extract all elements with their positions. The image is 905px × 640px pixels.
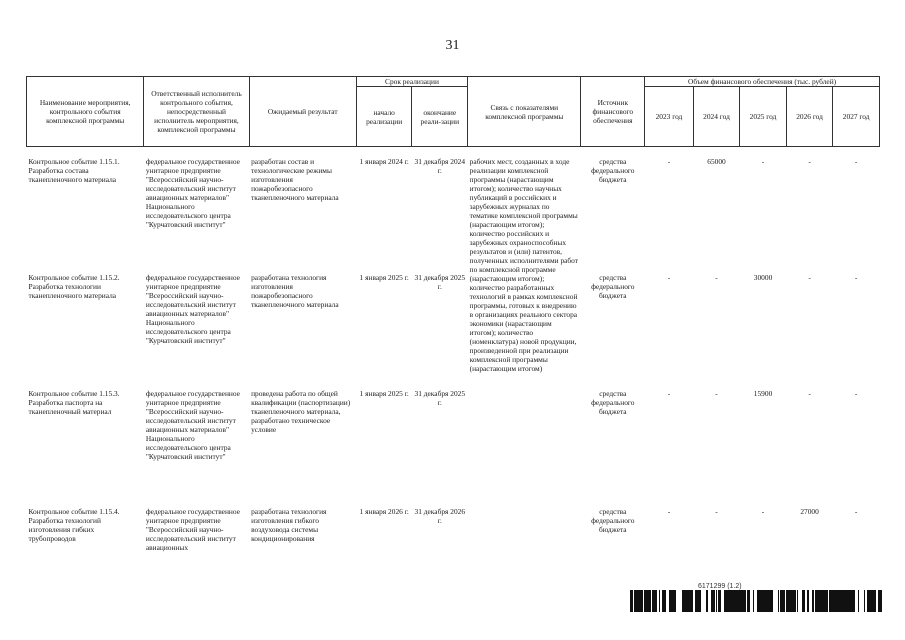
- event-name: Контрольное событие 1.15.4. Разработка технологий изготовления гибких трубопроводов: [28, 506, 120, 543]
- finance-value: 65000: [707, 156, 726, 166]
- start-date: 1 января 2025 г.: [359, 388, 409, 398]
- finance-value: -: [808, 388, 811, 398]
- table-row: [27, 157, 880, 273]
- finance-value: -: [667, 506, 671, 516]
- header-finance-group: Объем финансового обеспечения (тыс. рублей): [645, 77, 880, 87]
- header-year: 2027 год: [833, 87, 880, 147]
- event-name: Контрольное событие 1.15.3. Разработка паспорта на тканепленочный материал: [28, 388, 120, 416]
- finance-value: -: [715, 506, 718, 516]
- table-row: [27, 389, 880, 507]
- program-indicators-link: [468, 507, 581, 567]
- program-indicators-link: [468, 157, 581, 507]
- page-number: 31: [445, 38, 460, 53]
- finance-value: -: [715, 272, 718, 282]
- header-source: Источник финансового обеспечения: [581, 77, 645, 147]
- end-date: 31 декабря 2026 г.: [414, 506, 466, 525]
- header-year: 2023 год: [645, 87, 694, 147]
- funding-source: средства федерального бюджета: [591, 388, 635, 416]
- finance-value: 27000: [800, 506, 819, 516]
- start-date: 1 января 2025 г.: [359, 272, 409, 282]
- barcode-icon: [630, 590, 882, 612]
- expected-result: проведена работа по общей квалификации (паспортизации) тканепленочного материала, разработано техническое условие: [251, 388, 351, 434]
- header-year: 2025 год: [740, 87, 787, 147]
- finance-value: -: [854, 156, 858, 166]
- responsible-executor: федеральное государственное унитарное предприятие "Всероссийский научно-исследовательский институт авиационных: [145, 506, 240, 552]
- funding-source: средства федерального бюджета: [591, 272, 635, 300]
- finance-value: -: [667, 156, 671, 166]
- header-name: Наименование мероприятия, контрольного события комплексной программы: [27, 77, 144, 147]
- finance-value: -: [854, 388, 858, 398]
- finance-value: -: [761, 156, 765, 166]
- expected-result: разработан состав и технологические режимы изготовления пожаробезопасного тканепленочного материала: [251, 156, 339, 202]
- header-responsible: Ответственный исполнитель контрольного события, непосредственный исполнитель мероприятия, комплексной программы: [144, 77, 249, 147]
- header-end: окончание реали-зации: [412, 87, 468, 147]
- event-name: Контрольное событие 1.15.2. Разработка технологии тканепленочного материала: [28, 272, 120, 300]
- table-row: [27, 507, 880, 567]
- responsible-executor: федеральное государственное унитарное предприятие "Всероссийский научно-исследовательский институт авиационных материалов" Национального исследовательского центра "Курчатовский институт": [145, 156, 240, 229]
- end-date: 31 декабря 2024 г.: [414, 156, 466, 175]
- expected-result: разработана технология изготовления гибкого воздуховода системы кондиционирования: [251, 506, 327, 543]
- finance-value: -: [761, 506, 765, 516]
- header-year: 2026 год: [786, 87, 833, 147]
- event-name: Контрольное событие 1.15.1. Разработка состава тканепленочного материала: [28, 156, 120, 184]
- funding-source: средства федерального бюджета: [591, 506, 635, 534]
- finance-value: 30000: [753, 272, 773, 282]
- responsible-executor: федеральное государственное унитарное предприятие "Всероссийский научно-исследовательский институт авиационных материалов" Национального исследовательского центра "Курчатовский институт": [145, 388, 240, 461]
- finance-value: -: [854, 272, 858, 282]
- header-term-group: Срок реализации: [356, 77, 467, 87]
- funding-source: средства федерального бюджета: [591, 156, 635, 184]
- header-link: Связь с показателями комплексной программы: [468, 77, 581, 147]
- program-indicators-text: рабочих мест, созданных в ходе реализации комплексной программы (нарастающим итогом); количество научных публикаций в российских и зарубежных журналах по тематике комплексной программы (нарастающим итогом); количество российских и зарубежных охраноспособных результатов и (или) патентов, полученных исполнителями работ по комплексной программе (нарастающим итогом); количество разработанных технологий в рамках комплексной программы, готовых к внедрению в организациях реального сектора экономики (нарастающим итогом); количество (номенклатура) новой продукции, произведенной при реализации комплексной программы (нарастающим итогом): [469, 156, 579, 373]
- header-result: Ожидаемый результат: [249, 77, 356, 147]
- responsible-executor: федеральное государственное унитарное предприятие "Всероссийский научно-исследовательский институт авиационных материалов" Национального исследовательского центра "Курчатовский институт": [145, 272, 240, 345]
- expected-result: разработана технология изготовления пожаробезопасного тканепленочного материала: [251, 272, 339, 309]
- finance-value: -: [667, 388, 671, 398]
- finance-value: -: [715, 388, 718, 398]
- end-date: 31 декабря 2025 г.: [414, 388, 466, 407]
- start-date: 1 января 2024 г.: [359, 156, 409, 166]
- table-row: [27, 273, 880, 389]
- end-date: 31 декабря 2025 г.: [414, 272, 466, 291]
- header-year: 2024 год: [693, 87, 740, 147]
- header-start: начало реализации: [356, 87, 412, 147]
- finance-value: -: [808, 272, 811, 282]
- finance-value: -: [667, 272, 671, 282]
- finance-value: -: [854, 506, 858, 516]
- finance-value: -: [808, 156, 811, 166]
- finance-value: 15900: [753, 388, 773, 398]
- program-table: [26, 76, 880, 567]
- barcode-number: 6171299 (1.2): [698, 583, 742, 590]
- start-date: 1 января 2026 г.: [359, 506, 409, 516]
